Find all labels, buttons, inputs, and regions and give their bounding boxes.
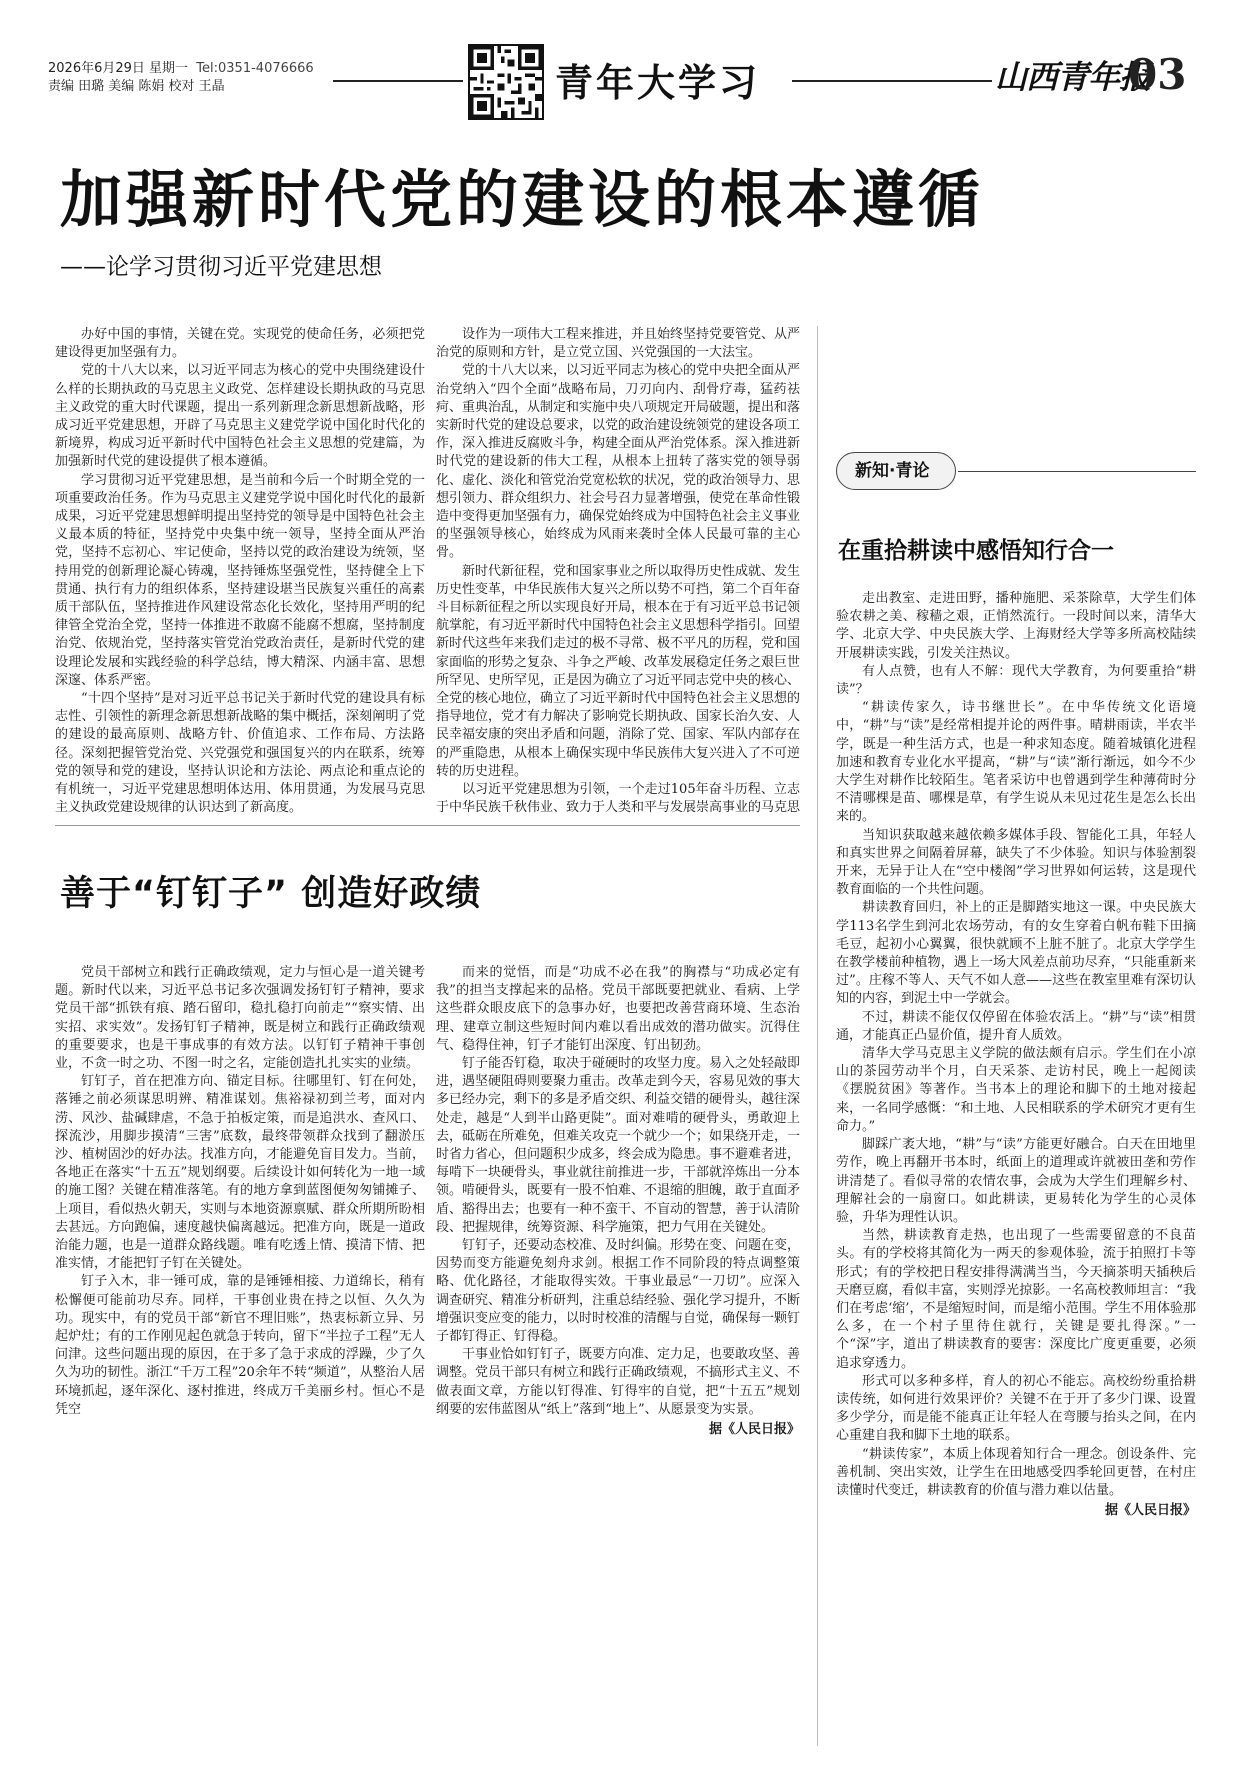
paragraph: 耕读教育回归，补上的正是脚踏实地这一课。中央民族大学113名学生到河北农场劳动，有的女生穿着白帆布鞋下田摘毛豆，起初小心翼翼，很快就顾不上脏不脏了。北京大学学生在教学楼前种植物，遇上一场大风差点前功尽弃，“只能重新来过”。庄稼不等人、天气不如人意——这些在教室里难有深切认知的内容，到泥土中一学就会。 (836, 900, 1196, 1007)
paragraph: 当然，耕读教育走热，也出现了一些需要留意的不良苗头。有的学校将其简化为一两天的参观体验，流于拍照打卡等形式；有的学校把日程安排得满满当当，今天摘茶明天插秧后天磨豆腐，看似丰富，实则浮光掠影。一名高校教师坦言：“我们在考虑‘缩’，不是缩短时间，而是缩小范围。学生不用体验那么多，在一个村子里待住就行，关键是要扎得深。”一个“深”字，道出了耕读教育的要害：深度比广度更重要，必须追求穿透力。 (836, 1228, 1196, 1371)
header-rule-left (333, 80, 463, 82)
paragraph: “耕读传家久，诗书继世长”。在中华传统文化语境中，“耕”与“读”是经常相提并论的两件事。晴耕雨读，半农半学，既是一种生活方式，也是一种求知态度。随着城镇化进程加速和教育专业化水平提高，“耕”与“读”渐行渐远，如今不少大学生对耕作比较陌生。笔者采访中也曾遇到学生种薄荷时分不清哪棵是苗、哪棵是草，有学生说从未见过花生是怎么长出来的。 (836, 700, 1196, 825)
header-meta (48, 60, 314, 96)
paragraph: 钉子能否钉稳，取决于碰硬时的攻坚力度。易入之处轻敲即进，遇坚硬阻碍则要聚力重击。改革走到今天，容易见效的事大多已经办完，剩下的多是矛盾交织、利益交错的硬骨头，越往深处走，越是“人到半山路更陡”。面对难啃的硬骨头，勇敢迎上去，砥砺在所难免，但难关攻克一个就少一个；如果绕开走，一时省力省心，但问题积少成多，终会成为隐患。事不避难者进，每啃下一块硬骨头，事业就往前推进一步，干部就淬炼出一分本领。啃硬骨头，既要有一股不怕难、不退缩的胆魄，敢于直面矛盾、豁得出去；也要有一种不蛮干、不盲动的智慧，善于认清阶段、把握规律，统筹资源、科学施策，把力气用在关键处。 (436, 1056, 800, 1235)
paragraph: 脚踩广袤大地，“耕”与“读”方能更好融合。白天在田地里劳作，晚上再翻开书本时，纸面上的道理或许就被田垄和劳作讲清楚了。看似寻常的农情农事，会成为大学生们理解乡村、理解社会的一扇窗口。如此耕读，更易转化为学生的心灵体验，升华为理性认识。 (836, 1137, 1196, 1225)
paragraph: 钉子入木，非一锤可成，靠的是锤锤相接、力道绵长，稍有松懈便可能前功尽弃。同样，干事创业贵在持之以恒、久久为功。现实中，有的党员干部“新官不理旧账”，热衷标新立异、另起炉灶；有的工作刚见起色就急于转向，留下“半拉子工程”无人问津。这些问题出现的原因，在于多了急于求成的浮躁，少了久久为功的韧性。浙江“千万工程”20余年不转“频道”，从整治人居环境抓起，逐年深化、逐村推进，终成万千美丽乡村。恒心不是凭空 (55, 1274, 425, 1417)
paragraph: 新时代新征程，党和国家事业之所以取得历史性成就、发生历史性变革，中华民族伟大复兴之所以势不可挡，第二个百年奋斗目标新征程之所以实现良好开局，根本在于有习近平总书记领航掌舵，有习近平新时代中国特色社会主义思想科学指引。回望新时代这些年来我们走过的极不寻常、极不平凡的历程，党和国家面临的形势之复杂、斗争之严峻、改革发展稳定任务之艰巨世所罕见、史所罕见，正是因为确立了习近平同志党中央的核心、全党的核心地位，确立了习近平新时代中国特色社会主义思想的指导地位，党才有力解决了影响党长期执政、国家长治久安、人民幸福安康的突出矛盾和问题，消除了党、国家、军队内部存在的严重隐患，从根本上确保实现中华民族伟大复兴进入了不可逆转的历史进程。 (436, 563, 800, 779)
paragraph: “十四个坚持”是对习近平总书记关于新时代党的建设具有标志性、引领性的新理念新思想新战略的集中概括，深刻阐明了党的建设的最高原则、战略方针、价值追求、工作布局、方法路径。深刻把握管党治党、兴党强党和强国复兴的内在联系，统筹党的领导和党的建设，坚持认识论和方法论、两点论和重点论的有机统一，习近平党建思想明体达用、体用贯通，为发展马克思主义执政党建设规律的认识达到了新高度。 (55, 691, 425, 816)
article2-source: 据《人民日报》 (708, 1422, 800, 1438)
paragraph: 党员干部树立和践行正确政绩观，定力与恒心是一道关键考题。新时代以来，习近平总书记多次强调发扬钉钉子精神，要求党员干部“抓铁有痕、踏石留印，稳扎稳打向前走”“察实情、出实招、求实效”。发扬钉钉子精神，既是树立和践行正确政绩观的重要要求，也是干事成事的有效方法。以钉钉子精神干事创业，不贪一时之功、不图一时之名，定能创造扎扎实实的业绩。 (55, 965, 425, 1072)
column-tag-rule (958, 471, 1196, 472)
header-rule-right (792, 80, 992, 82)
paragraph: 有人点赞，也有人不解：现代大学教育，为何要重拾“耕读”？ (836, 663, 1196, 698)
article3-source: 据《人民日报》 (1104, 1503, 1196, 1519)
phone-number: Tel:0351-4076666 (196, 61, 314, 76)
paragraph: 学习贯彻习近平党建思想，是当前和今后一个时期全党的一项重要政治任务。作为马克思主义建党学说中国化时代化的最新成果，习近平党建思想鲜明提出坚持党的领导是中国特色社会主义最本质的特征，坚持党中央集中统一领导，坚持全面从严治党，坚持不忘初心、牢记使命，坚持以党的政治建设为统领，坚持用党的创新理论凝心铸魂，坚持锤炼坚强党性，坚持健全上下贯通、执行有力的组织体系，坚持建设堪当民族复兴重任的高素质干部队伍，坚持推进作风建设常态化长效化，坚持用严明的纪律管全党治全党，坚持一体推进不敢腐不能腐不想腐，坚持制度治党、依规治党，坚持落实管党治党政治责任，是新时代党的建设理论发展和实践经验的科学总结，博大精深、内涵丰富、思想深邃、体系严密。 (55, 472, 425, 688)
article2-headline: 善于“钉钉子” 创造好政绩 (60, 874, 482, 914)
article2-column-1 (55, 964, 425, 1742)
article1-column-1 (55, 326, 425, 816)
paragraph: 当知识获取越来越依赖多媒体手段、智能化工具，年轻人和真实世界之间隔着屏幕，缺失了不少体验。知识与体验割裂开来，无异于让人在“空中楼阁”学习世界如何运转，这是现代教育面临的一个共性问题。 (836, 827, 1196, 898)
paragraph: 办好中国的事情，关键在党。实现党的使命任务，必须把党建设得更加坚强有力。 (55, 327, 425, 361)
article1-column-2 (436, 326, 800, 816)
section-name: 青年大学习 (555, 60, 761, 105)
paragraph: 而来的觉悟，而是“功成不必在我”的胸襟与“功成必定有我”的担当支撑起来的品格。党员干部既要把就业、看病、上学这些群众眼皮底下的急事办好，也要把改善营商环境、生态治理、建章立制这些短时间内难以看出成效的潜功做实。沉得住气、稳得住神，钉子才能钉出深度、钉出韧劲。 (436, 965, 800, 1053)
paragraph: 清华大学马克思主义学院的做法颇有启示。学生们在小凉山的茶园劳动半个月，白天采茶、走访村民，晚上一起阅读《摆脱贫困》等著作。当书本上的理论和脚下的土地对接起来，一名同学感慨：“和土地、人民相联系的学术研究才更有生命力。” (836, 1046, 1196, 1134)
paragraph: 钉钉子，首在把准方向、锚定目标。往哪里钉、钉在何处，落锤之前必须谋思明辨、精准谋划。焦裕禄初到兰考，面对内涝、风沙、盐碱肆虐，不急于拍板定策，而是追洪水、查风口、探流沙，用脚步摸清“三害”底数，最终带领群众找到了翻淤压沙、植树固沙的好办法。找准方向，才能避免盲目发力。当前，各地正在落实“十五五”规划纲要。后续设计如何转化为一地一域的施工图？关键在精准落笔。有的地方拿到蓝图便匆匆铺摊子、上项目，看似热火朝天，实则与本地资源禀赋、群众所期所盼相去甚远。方向跑偏，速度越快偏离越远。把准方向，既是一道政治能力题，也是一道群众路线题。唯有吃透上情、摸清下情、把准实情，才能把钉子钉在关键处。 (55, 1074, 425, 1272)
paragraph: 形式可以多种多样，育人的初心不能忘。高校纷纷重拾耕读传统，如何进行效果评价？关键不在于开了多少门课、设置多少学分，而是能不能真正让年轻人在弯腰与抬头之间，在内心重建自我和脚下土地的联系。 (836, 1373, 1196, 1444)
article1-headline: 加强新时代党的建设的根本遵循 (60, 163, 985, 236)
column-tag-label: 新知·青论 (855, 461, 930, 481)
paragraph: 以习近平党建思想为引领，一个走过105年奋斗历程、立志于中华民族千秋伟业、致力于人类和平与发展崇高事业的马克思 (436, 782, 800, 816)
paragraph: 不过，耕读不能仅仅停留在体验农活上。“耕”与“读”相贯通，才能真正凸显价值，提升育人质效。 (836, 1009, 1196, 1043)
qr-code-icon[interactable] (468, 44, 544, 120)
paragraph: 干事业恰如钉钉子，既要方向准、定力足，也要敢攻坚、善调整。党员干部只有树立和践行正确政绩观，不搞形式主义、不做表面文章，方能以钉得准、钉得牢的自觉，把“十五五”规划纲要的宏伟蓝图从“纸上”落到“地上”、从愿景变为实景。 (436, 1347, 800, 1417)
paragraph: “耕读传家”，本质上体现着知行合一理念。创设条件、完善机制、突出实效，让学生在田地感受四季轮回更替，在村庄读懂时代变迁，耕读教育的价值与潜力难以估量。 (836, 1446, 1196, 1498)
paragraph: 设作为一项伟大工程来推进，并且始终坚持党要管党、从严治党的原则和方针，是立党立国、兴党强国的一大法宝。 (436, 327, 800, 361)
section-divider (55, 825, 800, 826)
issue-date: 2026年6月29日 星期一 (48, 61, 189, 76)
newspaper-logo: 山西青年报 (995, 58, 1151, 96)
editor-credits: 责编 田璐 美编 陈娟 校对 王晶 (48, 79, 225, 94)
paragraph: 党的十八大以来，以习近平同志为核心的党中央围绕建设什么样的长期执政的马克思主义政党、怎样建设长期执政的马克思主义政党的重大时代课题，提出一系列新理念新思想新战略，形成习近平党建思想，开辟了马克思主义建党学说中国化时代化的新境界，构成习近平新时代中国特色社会主义思想的党建篇，为加强新时代党的建设提供了根本遵循。 (55, 363, 425, 470)
page-number: 03 (1128, 50, 1187, 99)
article2-column-2 (436, 964, 800, 1742)
article1-subtitle: ——论学习贯彻习近平党建思想 (60, 254, 382, 280)
article3-headline: 在重拾耕读中感悟知行合一 (838, 538, 1114, 564)
paragraph: 党的十八大以来，以习近平同志为核心的党中央把全面从严治党纳入“四个全面”战略布局，刀刃向内、刮骨疗毒，猛药祛疴、重典治乱，从制定和实施中央八项规定开局破题，提出和落实新时代党的建设总要求，以党的政治建设统领党的建设各项工作，深入推进反腐败斗争，构建全面从严治党体系。深入推进新时代党的建设新的伟大工程，从根本上扭转了落实党的领导弱化、虚化、淡化和管党治党宽松软的状况，党的政治领导力、思想引领力、群众组织力、社会号召力显著增强，使党在革命性锻造中变得更加坚强有力，确保党始终成为中国特色社会主义事业的坚强领导核心，始终成为风雨来袭时全体人民最可靠的主心骨。 (436, 363, 800, 561)
column-divider (817, 326, 818, 1746)
paragraph: 走出教室、走进田野，播种施肥、采茶除草，大学生们体验农耕之美、稼穑之艰，正悄然流行。一段时间以来，清华大学、北京大学、中央民族大学、上海财经大学等多所高校陆续开展耕读实践，引发关注热议。 (836, 591, 1196, 661)
paragraph: 钉钉子，还要动态校准、及时纠偏。形势在变、问题在变，因势而变方能避免刻舟求剑。根据工作不同阶段的特点调整策略、优化路径，才能取得实效。干事业最忌“一刀切”。应深入调查研究、精准分析研判，注重总结经验、强化学习提升，不断增强识变应变的能力，以时时校准的清醒与自觉，确保每一颗钉子都钉得正、钉得稳。 (436, 1238, 800, 1345)
article3-column (836, 590, 1196, 1742)
